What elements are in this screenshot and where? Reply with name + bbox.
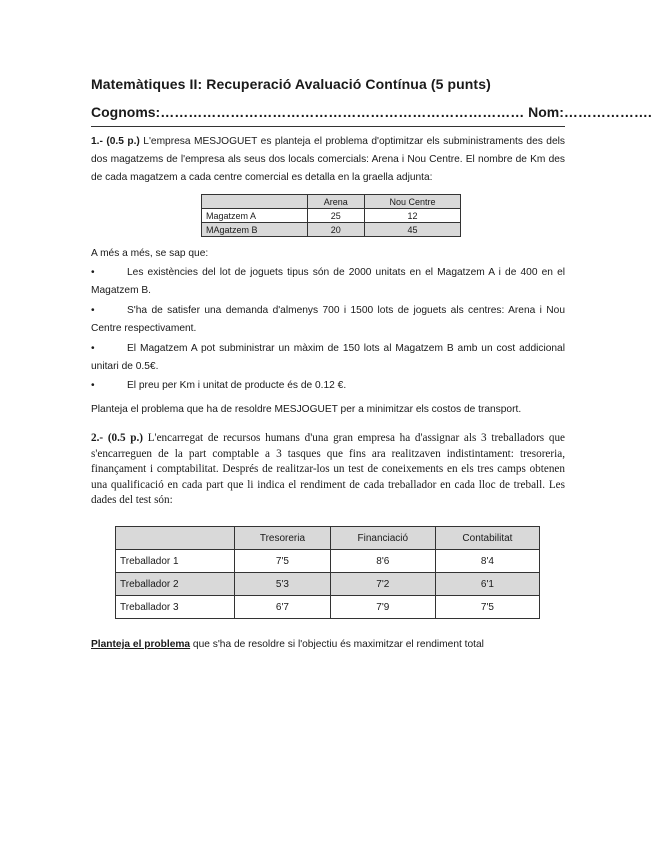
table-row [202,223,461,237]
bullet-icon: • [91,343,95,354]
score-table-header-contabilitat: Contabilitat [435,527,539,550]
row-label: MAgatzem B [202,223,308,237]
exam-title: Matemàtiques II: Recuperació Avaluació Contínua (5 punts) [91,76,491,92]
list-item: • El preu per Km i unitat de producte és de 0.12 €. [91,377,565,395]
cell-value: 25 [307,209,365,223]
bullet-icon: • [91,380,95,391]
cell-value: 7'5 [235,550,331,573]
cell-value: 6'1 [435,573,539,596]
cell-value: 5'3 [235,573,331,596]
score-table [115,526,540,619]
cell-value: 8'4 [435,550,539,573]
table-row [116,573,540,596]
distance-table-corner [202,195,308,209]
row-label: Treballador 3 [116,596,235,619]
cell-value: 7'5 [435,596,539,619]
q2-closing-rest: que s'ha de resoldre si l'objectiu és maximitzar el rendiment total [190,639,484,650]
q1-intro [91,133,565,187]
table-row [116,550,540,573]
q1-closing: Planteja el problema que ha de resoldre MESJOGUET per a minimitzar els costos de transport. [91,404,522,415]
q1-also: A més a més, se sap que: [91,248,209,259]
q1-number: 1.- (0.5 p.) [91,136,140,147]
q2-intro-text: L'encarregat de recursos humans d'una gran empresa ha d'assignar als 3 treballadors que s'encarreguen de la part comptable a 3 tasques que fins ara realitzaven indistintament: tresoreria, finançament i comptabilitat. Després de realitzar-los un test de coneixements en els tres camps obtenen una qualificació en cada part que li indica el rendiment de cada treballador en cada lloc de treball. Les dades del test són: [91,432,566,507]
row-label: Magatzem A [202,209,308,223]
cell-value: 7'9 [330,596,435,619]
distance-table-header-arena: Arena [307,195,365,209]
q2-number: 2.- (0.5 p.) [91,432,143,444]
cell-value: 45 [365,223,461,237]
names-line: Cognoms:…………………………………………………………………… Nom:………………. [91,104,652,120]
list-item: • S'ha de satisfer una demanda d'almenys 700 i 1500 lots de joguets als centres: Arena i Nou Centre respectivament. [91,302,565,338]
score-table-corner [116,527,235,550]
distance-table [201,194,461,237]
row-label: Treballador 1 [116,550,235,573]
cell-value: 6'7 [235,596,331,619]
cell-value: 7'2 [330,573,435,596]
q2-closing-underlined: Planteja el problema [91,639,191,650]
table-row [116,596,540,619]
cell-value: 12 [365,209,461,223]
q1-intro-text: L'empresa MESJOGUET es planteja el problema d'optimitzar els subministraments des dels dos magatzems de l'empresa als seus dos locals comercials: Arena i Nou Centre. El nombre de Km des de cada magatzem a cada centre comercial es detalla en la graella adjunta: [91,136,565,183]
cell-value: 8'6 [330,550,435,573]
q2-intro [91,431,565,509]
row-label: Treballador 2 [116,573,235,596]
title-divider [91,126,565,127]
list-item: • Les existències del lot de joguets tipus són de 2000 unitats en el Magatzem A i de 400 en el Magatzem B. [91,264,565,300]
bullet-icon: • [91,305,95,316]
bullet-icon: • [91,267,95,278]
q2-closing [91,639,484,650]
list-item: • El Magatzem A pot subministrar un màxim de 150 lots al Magatzem B amb un cost addicional unitari de 0.5€. [91,340,565,376]
score-table-header-tresoreria: Tresoreria [235,527,331,550]
score-table-header-financiacio: Financiació [330,527,435,550]
distance-table-header-nou: Nou Centre [365,195,461,209]
table-row [202,209,461,223]
cell-value: 20 [307,223,365,237]
